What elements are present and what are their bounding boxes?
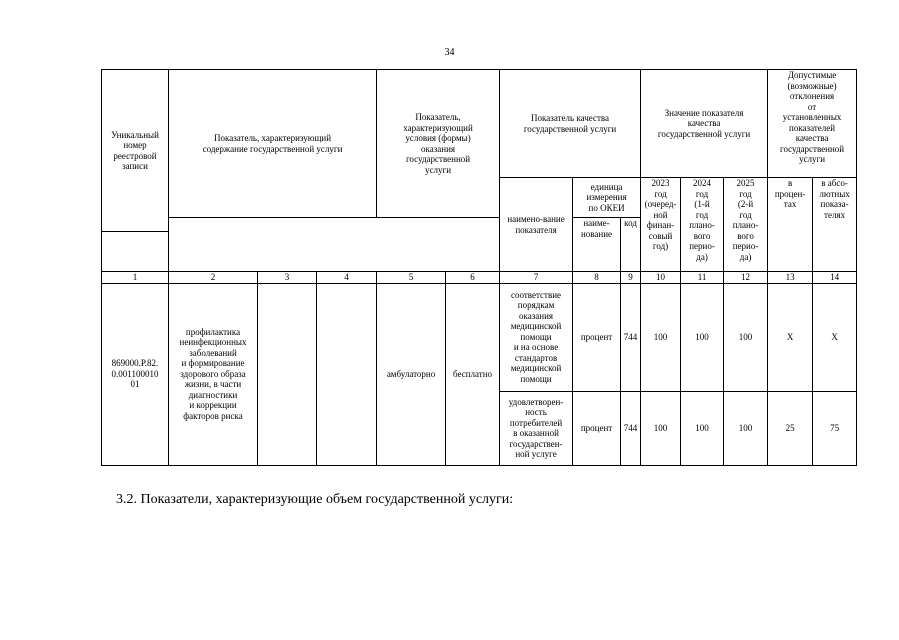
quality-indicators-table: [101, 69, 857, 466]
indicator-deviation-percent: 25: [768, 391, 813, 465]
header-quality-indicator: Показатель качества государственной услуги: [500, 70, 641, 178]
header-unit-okei: единица измерения по ОКЕИ: [573, 178, 641, 218]
col-number: 4: [317, 272, 377, 284]
col-number: 14: [813, 272, 857, 284]
header-year-2023: 2023 год (очеред- ной финан- совый год): [641, 178, 681, 272]
content-conditions-spacer: [169, 218, 500, 272]
col-number: 7: [500, 272, 573, 284]
indicator-unit: процент: [573, 283, 621, 391]
col-number: 10: [641, 272, 681, 284]
header-year-2025: 2025 год (2-й год плано- вого перио- да): [724, 178, 768, 272]
col-number: 2: [169, 272, 258, 284]
col-number: 8: [573, 272, 621, 284]
header-in-absolute: в абсо- лютных показа- телях: [813, 178, 857, 272]
indicator-value-2025: 100: [724, 283, 768, 391]
col-number: 3: [258, 272, 317, 284]
indicator-deviation-absolute: 75: [813, 391, 857, 465]
indicator-value-2023: 100: [641, 283, 681, 391]
header-quality-value: Значение показателя качества государственной услуги: [641, 70, 768, 178]
col-number: 5: [377, 272, 446, 284]
indicator-name: удовлетворен- ность потребителей в оказанной государствен- ной услуге: [500, 391, 573, 465]
col-number: 11: [681, 272, 724, 284]
col-number: 6: [446, 272, 500, 284]
record-condition-1: амбулаторно: [377, 283, 446, 465]
indicator-code: 744: [621, 283, 641, 391]
header-year-2024: 2024 год (1-й год плано- вого перио- да): [681, 178, 724, 272]
col-number: 1: [102, 272, 169, 284]
indicator-code: 744: [621, 391, 641, 465]
indicator-value-2024: 100: [681, 283, 724, 391]
header-unique-number: Уникальный номер реестровой записи: [102, 70, 169, 232]
record-content-3: [317, 283, 377, 465]
indicator-value-2024: 100: [681, 391, 724, 465]
header-in-percent: в процен- тах: [768, 178, 813, 272]
header-conditions-indicator: Показатель, характеризующий условия (формы) оказания государственной услуги: [377, 70, 500, 218]
record-content-indicator: профилактика неинфекционных заболеваний и формирование здорового образа жизни, в части диагностики и коррекции факторов риска: [169, 283, 258, 465]
indicator-value-2023: 100: [641, 391, 681, 465]
record-unique-number: 869000.Р.82. 0.001100010 01: [102, 283, 169, 465]
page-number: 34: [444, 47, 455, 58]
table-row: [102, 283, 857, 391]
indicator-deviation-absolute: Х: [813, 283, 857, 391]
col-number: 9: [621, 272, 641, 284]
indicator-name: соответствие порядкам оказания медицинской помощи и на основе стандартов медицинской помощи: [500, 283, 573, 391]
record-condition-2: бесплатно: [446, 283, 500, 465]
indicator-value-2025: 100: [724, 391, 768, 465]
col-number: 13: [768, 272, 813, 284]
header-content-indicator: Показатель, характеризующий содержание государственной услуги: [169, 70, 377, 218]
header-unit-name: наиме- нование: [573, 218, 621, 272]
header-unit-code: код: [621, 218, 641, 272]
indicator-deviation-percent: Х: [768, 283, 813, 391]
section-heading: 3.2. Показатели, характеризующие объем государственной услуги:: [116, 492, 514, 507]
header-unique-number-cont: [102, 232, 169, 272]
col-number: 12: [724, 272, 768, 284]
record-content-2: [258, 283, 317, 465]
header-allowed-deviations: Допустимые (возможные) отклонения от установленных показателей качества государственной услуги: [768, 70, 857, 178]
indicator-unit: процент: [573, 391, 621, 465]
header-indicator-name: наимено-вание показателя: [500, 178, 573, 272]
